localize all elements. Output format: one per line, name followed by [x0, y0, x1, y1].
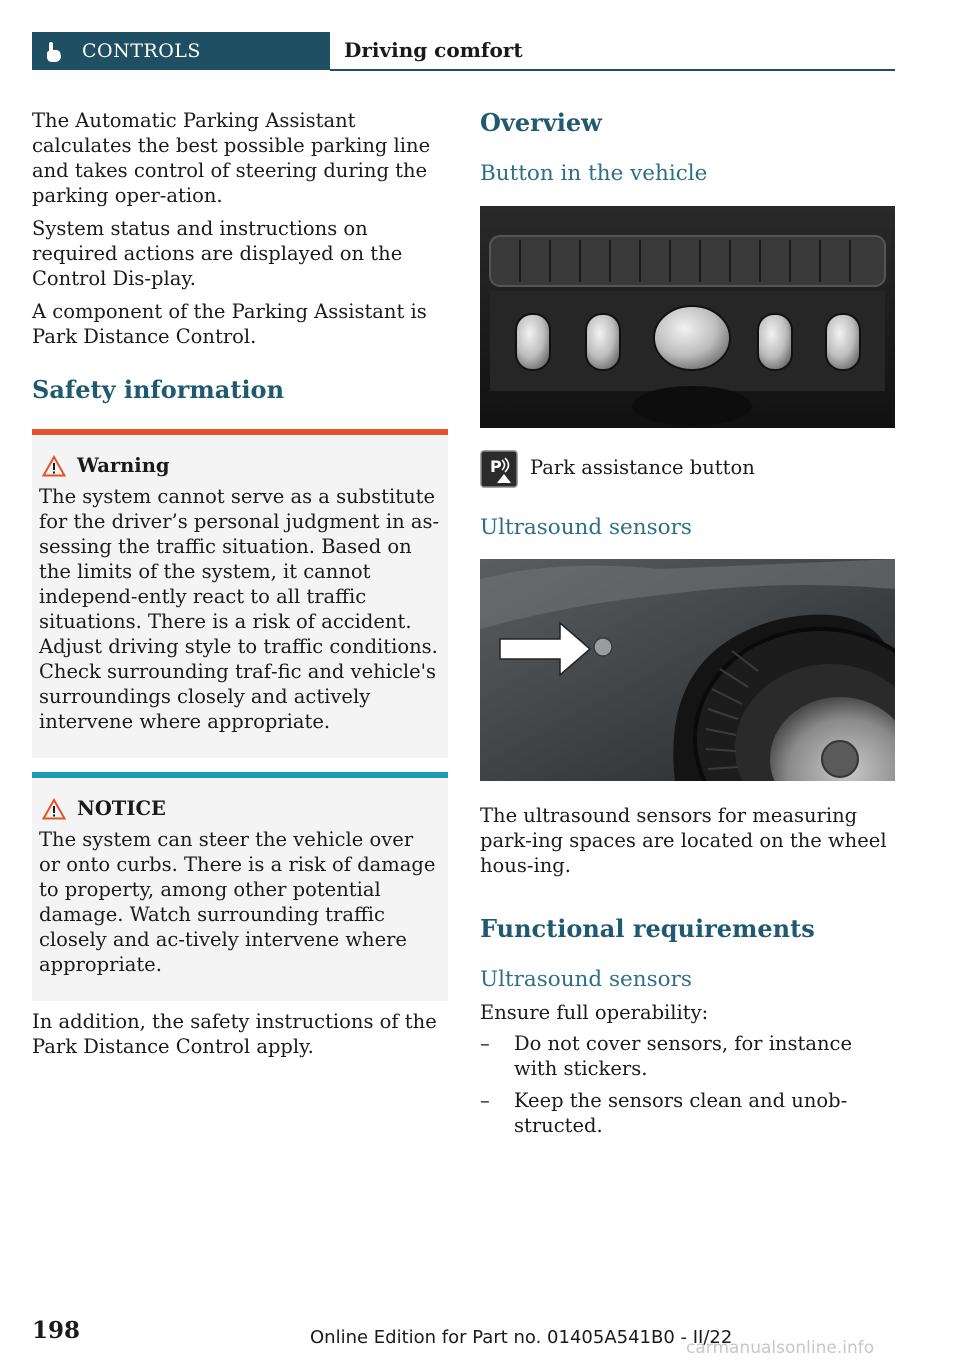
button-panel-photo	[480, 206, 895, 428]
list-dash: –	[480, 1089, 490, 1112]
intro-paragraph-2: System status and instructions on required actions are displayed on the Control Dis‐play.	[32, 217, 403, 290]
svg-text:P: P	[490, 457, 502, 476]
button-heading: Button in the vehicle	[480, 161, 708, 186]
req-sensors-heading: Ultrasound sensors	[480, 967, 692, 992]
list-item	[480, 1031, 895, 1081]
notice-text: The system can steer the vehicle over or onto curbs. There is a risk of damage to property, among other potential damage. Watch surrounding traffic closely and ac‐tively intervene where appropriate.	[39, 828, 436, 976]
notice-title-row	[39, 796, 440, 821]
warning-title-row	[39, 453, 440, 478]
notice-title: NOTICE	[77, 797, 166, 820]
list-dash: –	[480, 1032, 490, 1055]
closing-paragraph: In addition, the safety instructions of the Park Distance Control apply.	[32, 1010, 437, 1058]
list-item-text: Do not cover sensors, for instance with stickers.	[514, 1032, 852, 1080]
sensors-paragraph: The ultrasound sensors for measuring park‐ing spaces are located on the wheel hous‐ing.	[480, 804, 887, 877]
watermark: carmanualsonline.info	[686, 1338, 875, 1358]
requirements-heading: Functional requirements	[480, 914, 815, 943]
left-column	[32, 108, 448, 1059]
chapter-title: Driving comfort	[344, 38, 523, 62]
pointing-hand-icon	[45, 41, 63, 63]
intro-paragraph-3: A component of the Parking Assistant is Park Distance Control.	[32, 300, 427, 348]
overview-heading: Overview	[480, 108, 602, 137]
section-tab	[32, 32, 330, 70]
section-label: CONTROLS	[82, 40, 201, 62]
requirements-list	[480, 1031, 895, 1138]
edition-note: Online Edition for Part no. 01405A541B0 - II/22	[310, 1327, 733, 1348]
notice-box	[32, 772, 448, 1001]
warning-text: The system cannot serve as a substitute for the driver’s personal judgment in as‐sessing the traffic situation. Based on the limits of the system, it cannot independ‐ently react to all traffic situations. There is a risk of accident. Adjust driving style to traffic conditions. Check surrounding traf‐fic and vehicle's surroundings closely and actively intervene where appropriate.	[39, 485, 440, 733]
header-rule	[330, 69, 895, 71]
list-item-text: Keep the sensors clean and unob‐structed.	[514, 1089, 848, 1137]
warning-triangle-icon	[42, 455, 66, 477]
req-intro: Ensure full operability:	[480, 1001, 709, 1024]
park-assist-icon	[480, 450, 518, 488]
sensors-heading: Ultrasound sensors	[480, 515, 692, 540]
warning-triangle-icon	[42, 798, 66, 820]
wheel-sensor-photo	[480, 559, 895, 781]
list-item	[480, 1088, 895, 1138]
page-number: 198	[32, 1317, 81, 1344]
warning-title: Warning	[77, 454, 170, 477]
intro-paragraph-1: The Automatic Parking Assistant calculates the best possible parking line and takes control of steering during the parking oper‐ation.	[32, 109, 431, 207]
button-caption: Park assistance button	[530, 456, 755, 479]
button-caption-row	[480, 450, 895, 500]
warning-box	[32, 429, 448, 758]
right-column	[480, 108, 895, 1145]
safety-heading: Safety information	[32, 375, 285, 404]
